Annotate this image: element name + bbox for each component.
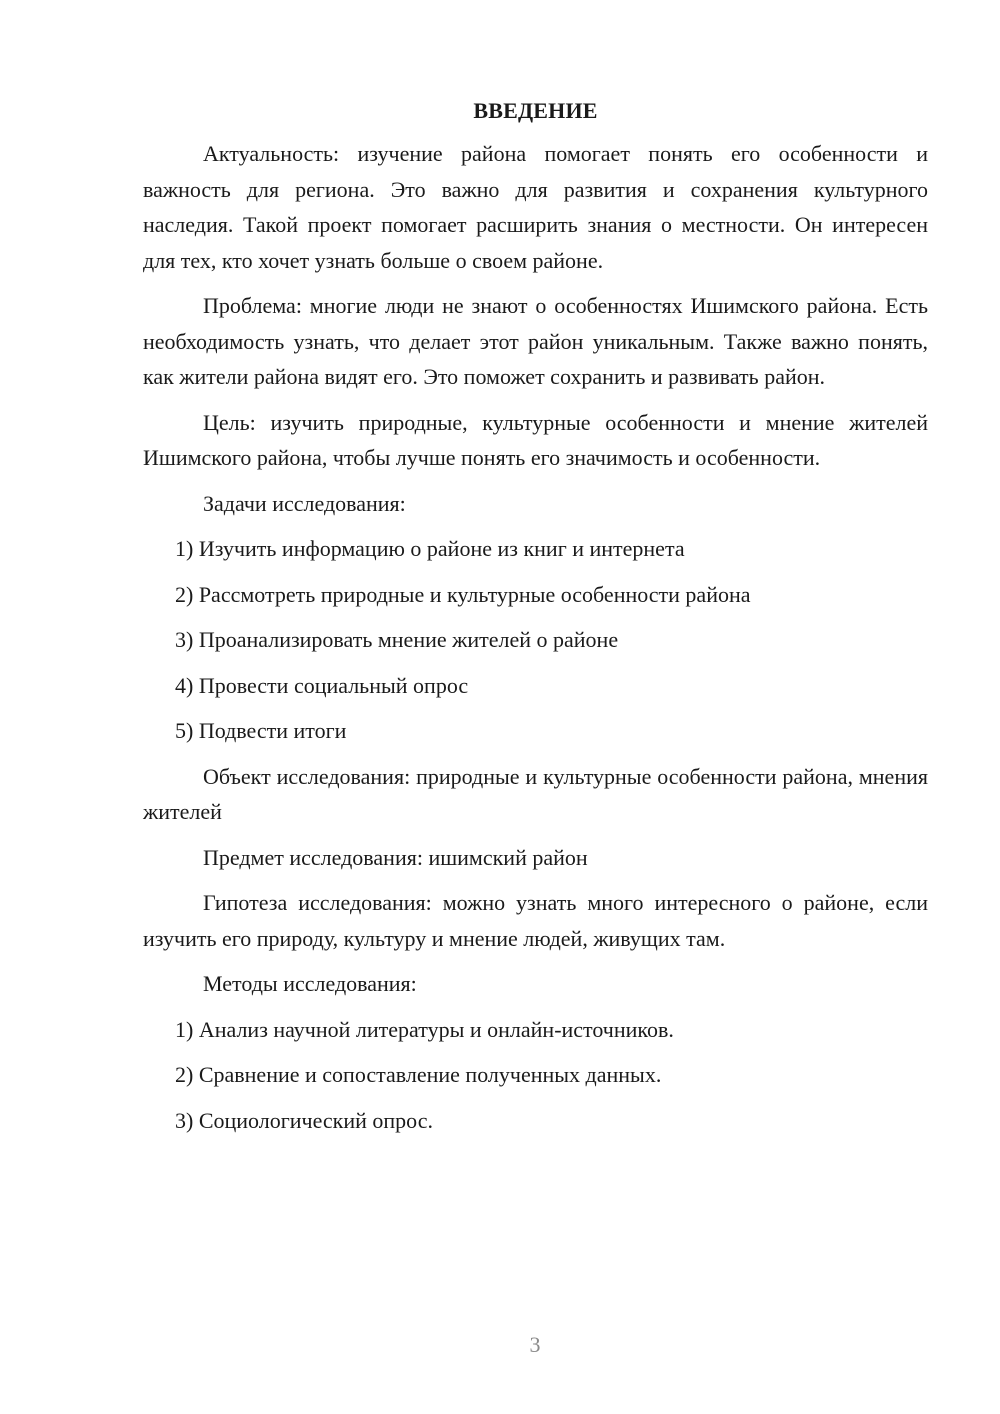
task-item: 5) Подвести итоги: [175, 718, 347, 743]
hypothesis-paragraph: Гипотеза исследования: можно узнать много интересного о районе, если изучить его природу, культуру и мнение людей, живущих там.: [143, 890, 928, 951]
tasks-heading: Задачи исследования:: [203, 490, 406, 516]
subject-paragraph: Предмет исследования: ишимский район: [203, 844, 588, 870]
method-item: 2) Сравнение и сопоставление полученных данных.: [175, 1062, 662, 1087]
method-item: 3) Социологический опрос.: [175, 1107, 433, 1133]
object-paragraph: Объект исследования: природные и культурные особенности района, мнения жителей: [143, 763, 928, 824]
section-title: ВВЕДЕНИЕ: [473, 98, 598, 123]
methods-list: [143, 1012, 928, 1139]
task-item: 1) Изучить информацию о районе из книг и интернета: [175, 536, 685, 561]
methods-heading: Методы исследования:: [203, 971, 417, 996]
task-item: 2) Рассмотреть природные и культурные особенности района: [175, 581, 751, 607]
page-number: 3: [529, 1332, 541, 1357]
problem-paragraph: Проблема: многие люди не знают о особенностях Ишимского района. Есть необходимость узнать, что делает этот район уникальным. Также важно понять, как жители района видят его. Это поможет сохранить и развивать район.: [143, 293, 928, 389]
method-item: 1) Анализ научной литературы и онлайн-источников.: [175, 1016, 674, 1042]
relevance-paragraph: Актуальность: изучение района помогает понять его особенности и важность для региона. Это важно для развития и сохранения культурного наследия. Такой проект помогает расширить знания о местности. Он интересен для тех, кто хочет узнать больше о своем районе.: [143, 141, 928, 273]
task-item: 4) Провести социальный опрос: [175, 672, 469, 698]
document-page: [143, 94, 928, 1148]
tasks-list: [143, 531, 928, 749]
task-item: 3) Проанализировать мнение жителей о районе: [175, 627, 619, 652]
goal-paragraph: Цель: изучить природные, культурные особенности и мнение жителей Ишимского района, чтобы лучше понять его значимость и особенности.: [143, 409, 928, 470]
